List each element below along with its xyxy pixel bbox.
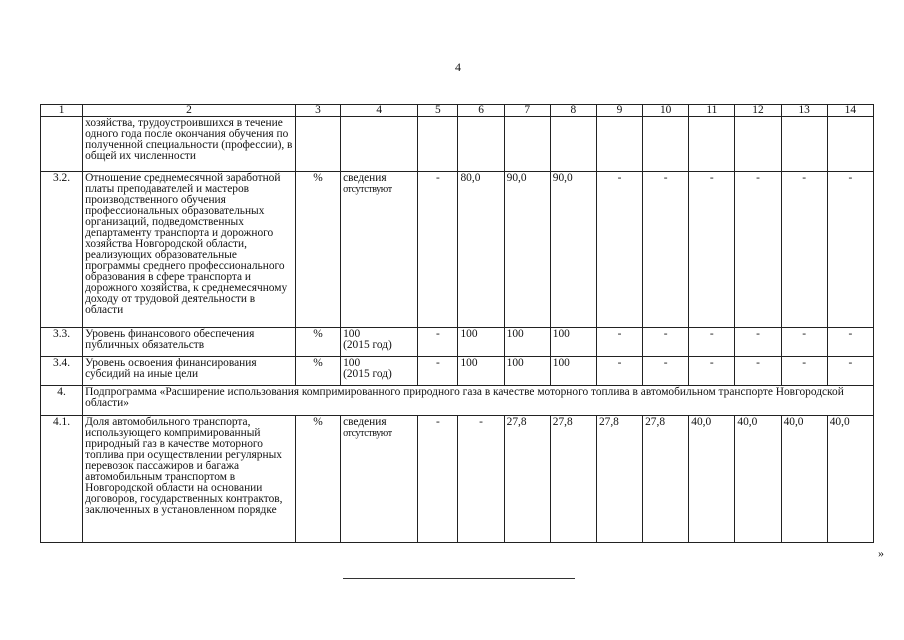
value-cell: - — [418, 172, 458, 328]
base-value-line: (2015 год) — [343, 368, 392, 380]
value-cell: - — [781, 172, 827, 328]
footer-rule — [343, 578, 575, 579]
unit-cell: % — [295, 328, 340, 357]
unit-cell — [295, 117, 340, 172]
value-cell: 90,0 — [550, 172, 596, 328]
value-cell: - — [735, 328, 781, 357]
header-cell: 8 — [550, 105, 596, 117]
header-cell: 10 — [643, 105, 689, 117]
base-value-cell — [341, 117, 418, 172]
value-cell: - — [827, 357, 873, 386]
value-cell: - — [418, 328, 458, 357]
value-cell: - — [596, 357, 642, 386]
value-cell: 27,8 — [643, 416, 689, 543]
value-cell — [643, 117, 689, 172]
value-cell: - — [735, 357, 781, 386]
base-value-cell — [341, 357, 418, 386]
header-row — [41, 105, 874, 117]
base-value-line: сведения — [343, 416, 387, 428]
row-number-cell: 3.3. — [41, 328, 83, 357]
value-cell: 100 — [458, 357, 504, 386]
header-cell: 11 — [689, 105, 735, 117]
value-cell: - — [781, 357, 827, 386]
value-cell: - — [689, 357, 735, 386]
value-cell: 40,0 — [781, 416, 827, 543]
value-cell: - — [596, 172, 642, 328]
value-cell: 80,0 — [458, 172, 504, 328]
value-cell: 100 — [550, 357, 596, 386]
row-number-cell — [41, 117, 83, 172]
value-cell — [827, 117, 873, 172]
subprogram-title-cell: Подпрограмма «Расширение использования компримированного природного газа в качестве моторного топлива в автомобильном транспорте Новгородской области» — [83, 386, 874, 416]
row-number-cell: 3.4. — [41, 357, 83, 386]
indicator-name-cell: хозяйства, трудоустроившихся в течение одного года после окончания обучения по полученной специальности (профессии), в общей их численности — [83, 117, 296, 172]
value-cell — [418, 117, 458, 172]
value-cell: - — [643, 357, 689, 386]
closing-quote: » — [878, 546, 884, 560]
value-cell: - — [735, 172, 781, 328]
value-cell: - — [596, 328, 642, 357]
value-cell: 27,8 — [550, 416, 596, 543]
value-cell — [458, 117, 504, 172]
header-cell: 6 — [458, 105, 504, 117]
header-cell: 5 — [418, 105, 458, 117]
value-cell: 100 — [504, 328, 550, 357]
value-cell: 40,0 — [827, 416, 873, 543]
value-cell: - — [827, 328, 873, 357]
value-cell: 100 — [458, 328, 504, 357]
row-number-cell: 4.1. — [41, 416, 83, 543]
value-cell: 100 — [550, 328, 596, 357]
indicator-name-cell: Уровень финансового обеспечения публичных обязательств — [83, 328, 296, 357]
base-value-cell — [341, 172, 418, 328]
unit-cell: % — [295, 172, 340, 328]
value-cell: - — [781, 328, 827, 357]
indicator-name-cell: Доля автомобильного транспорта, использующего компримированный природный газ в качестве моторного топлива при осуществлении регулярных перевозок пассажиров и багажа автомобильным транспортом в Новгородской области на основании договоров, государственных контрактов, заключенных в установленном порядке — [83, 416, 296, 543]
table-row — [41, 357, 874, 386]
base-value-line: отсутствуют — [343, 184, 392, 195]
value-cell — [504, 117, 550, 172]
subprogram-row — [41, 386, 874, 416]
table-row — [41, 172, 874, 328]
header-cell: 3 — [295, 105, 340, 117]
value-cell — [689, 117, 735, 172]
header-cell: 4 — [341, 105, 418, 117]
table-row — [41, 416, 874, 543]
row-number-cell: 3.2. — [41, 172, 83, 328]
row-number-cell: 4. — [41, 386, 83, 416]
indicators-table — [40, 104, 874, 543]
base-value-line: сведения — [343, 172, 387, 184]
value-cell — [596, 117, 642, 172]
base-value-line: 100 — [343, 357, 361, 369]
value-cell: - — [827, 172, 873, 328]
base-value-line: 100 — [343, 328, 361, 340]
value-cell: - — [418, 357, 458, 386]
value-cell — [735, 117, 781, 172]
header-cell: 2 — [83, 105, 296, 117]
header-cell: 13 — [781, 105, 827, 117]
page-number: 4 — [455, 60, 461, 74]
value-cell: 40,0 — [735, 416, 781, 543]
value-cell: 90,0 — [504, 172, 550, 328]
value-cell — [781, 117, 827, 172]
unit-cell: % — [295, 416, 340, 543]
value-cell — [550, 117, 596, 172]
value-cell: 27,8 — [504, 416, 550, 543]
value-cell: - — [689, 328, 735, 357]
base-value-line: (2015 год) — [343, 339, 392, 351]
value-cell: - — [643, 328, 689, 357]
value-cell: - — [643, 172, 689, 328]
indicator-name-cell: Уровень освоения финансирования субсидий на иные цели — [83, 357, 296, 386]
header-cell: 9 — [596, 105, 642, 117]
header-cell: 14 — [827, 105, 873, 117]
value-cell: - — [458, 416, 504, 543]
value-cell: 40,0 — [689, 416, 735, 543]
indicator-name-cell: Отношение среднемесячной заработной платы преподавателей и мастеров производственного обучения профессиональных образовательных организаций, подведомственных департаменту транспорта и дорожного хозяйства Новгородской области, реализующих образовательные программы среднего профессионального образования в сфере транспорта и дорожного хозяйства, к среднемесячному доходу от трудовой деятельности в области — [83, 172, 296, 328]
value-cell: 27,8 — [596, 416, 642, 543]
header-cell: 7 — [504, 105, 550, 117]
base-value-line: отсутствуют — [343, 428, 392, 439]
unit-cell: % — [295, 357, 340, 386]
header-cell: 12 — [735, 105, 781, 117]
base-value-cell — [341, 416, 418, 543]
header-cell: 1 — [41, 105, 83, 117]
value-cell: 100 — [504, 357, 550, 386]
value-cell: - — [689, 172, 735, 328]
table-row — [41, 328, 874, 357]
base-value-cell — [341, 328, 418, 357]
value-cell: - — [418, 416, 458, 543]
table-row — [41, 117, 874, 172]
